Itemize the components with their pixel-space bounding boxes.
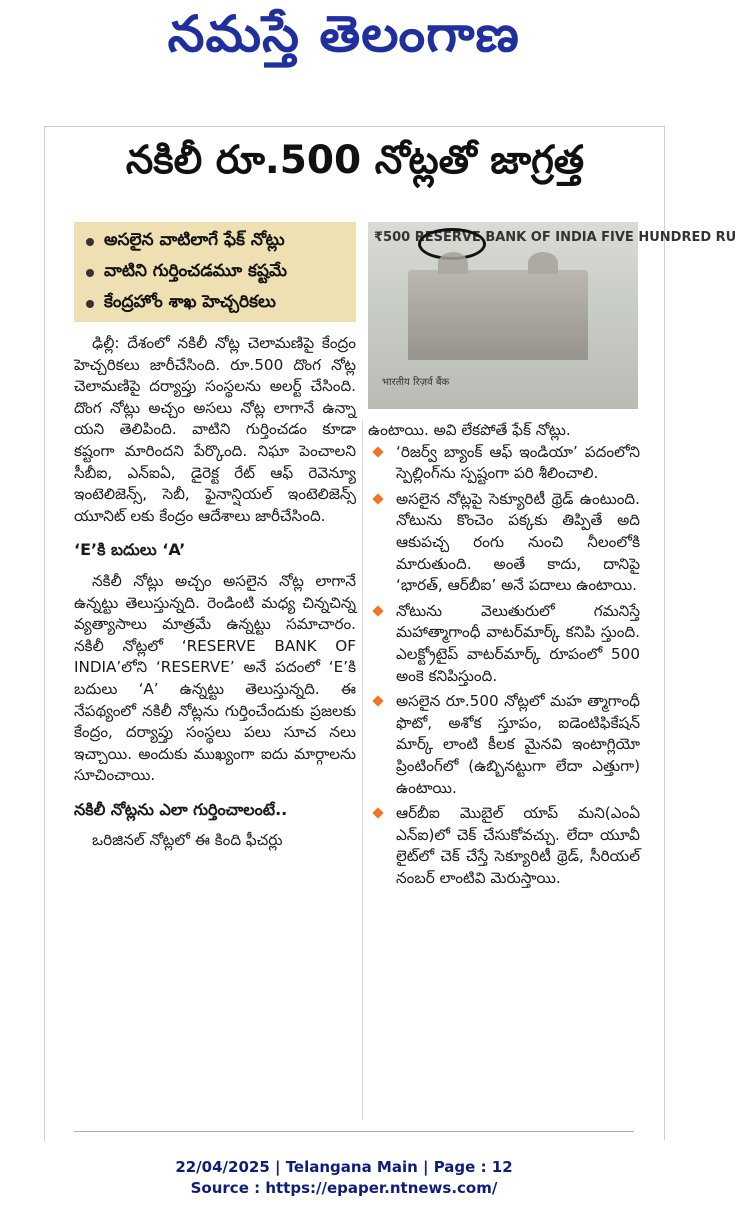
point-text: అసలైన నోట్లపై సెక్యూరిటీ థ్రెడ్ ఉంటుంది. నోటును కొంచెం పక్కకు తిప్పితే అది ఆకుపచ్చ రంగు నుంచి నీలంలోకి మారుతుంది. అంతే కాదు, దానిపై ‘భారత్, ఆర్‌బీఐ’ అనే పదాలు ఉంటాయి. xyxy=(396,489,640,595)
diamond-bullet-icon xyxy=(372,695,383,706)
subheading: ‘E’కి బదులు ‘A’ xyxy=(74,540,186,560)
footer xyxy=(0,1157,688,1199)
subheading: నకిలీ నోట్లను ఎలా గుర్తించాలంటే.. xyxy=(74,799,288,819)
list-item xyxy=(368,803,640,889)
body-paragraph: నకిలీ నోట్లు అచ్చం అసలైన నోట్ల లాగానే ఉన్నట్టు తెలుస్తున్నది. రెండింటి మధ్య చిన్నచిన్న వ్యత్యాసాలు మాత్రమే ఉన్నట్టు సమాచారం. నకిలీ నోట్లలో ‘RESERVE BANK OF INDIA’లోని ‘RESERVE’ అనే పదంలో ‘E’కి బదులు ‘A’ ఉన్నట్టు తెలుస్తున్నది. ఈ నేపథ్యంలో నకిలీ నోట్లను గుర్తించేందుకు ప్రజలకు కేంద్రం, దర్యాప్తు సంస్థలు పలు సూచ నలు ఇచ్చాయి. అందుకు ముఖ్యంగా ఐదు మార్గాలను సూచించాయి. xyxy=(74,571,356,785)
highlight-item xyxy=(74,288,356,319)
list-item xyxy=(368,489,640,597)
highlight-text: అసలైన వాటిలాగే ఫేక్ నోట్లు xyxy=(104,229,285,250)
article-headline: నకిలీ రూ.500 నోట్లతో జాగ్రత్త xyxy=(125,138,585,183)
note-bottom-label: भारतीय रिज़र्व बैंक xyxy=(382,377,450,388)
list-item xyxy=(368,601,640,687)
highlights-box xyxy=(74,222,356,322)
highlight-item xyxy=(74,257,356,288)
point-text: నోటును వెలుతురులో గమనిస్తే మహాత్మాగాంధీ వాటర్‌మార్క్ కనిపి స్తుంది. ఎలక్ట్రోటైప్ వాటర్‌మార్క్ రూపంలో 500 అంకె కనిపిస్తుంది. xyxy=(396,601,640,685)
masthead xyxy=(0,0,688,80)
note-label: ₹500 RESERVE BANK OF INDIA FIVE HUNDRED RU xyxy=(374,230,736,245)
list-item xyxy=(368,442,640,485)
point-text: ఆర్‌బీఐ మొబైల్ యాప్ మని(ఎంఏ ఎన్ఐ)లో చెక్ చేసుకోవచ్చు. లేదా యూవీ లైట్‌లో చెక్ చేస్తే సెక్యూరిటీ థ్రెడ్, సీరియల్ నంబర్ లాంటివి మెరుస్తాయి. xyxy=(396,804,640,887)
column-divider xyxy=(362,420,363,1120)
red-fort-image xyxy=(408,270,588,360)
body-paragraph: ఒరిజినల్ నోట్లలో ఈ కింది ఫీచర్లు xyxy=(92,831,283,850)
footer-source: Source : https://epaper.ntnews.com/ xyxy=(190,1179,498,1197)
left-column xyxy=(74,333,356,852)
diamond-bullet-icon xyxy=(372,493,383,504)
diamond-bullet-icon xyxy=(372,446,383,457)
bullet-icon xyxy=(86,300,94,308)
clipping-bottom-rule xyxy=(74,1131,634,1132)
bullet-icon xyxy=(86,238,94,246)
point-text: ‘రిజర్వ్ బ్యాంక్ ఆఫ్ ఇండియా’ పదంలోని స్పెల్లింగ్‌ను స్పష్టంగా పరి శీలించాలి. xyxy=(396,442,640,483)
bullet-icon xyxy=(86,269,94,277)
footer-date-page: 22/04/2025 | Telangana Main | Page : 12 xyxy=(175,1158,513,1176)
highlight-text: వాటిని గుర్తించడమూ కష్టమే xyxy=(104,260,288,281)
point-text: అసలైన రూ.500 నోట్లలో మహ త్మాగాంధీ ఫొటో, అశోక స్తూపం, ఐడెంటిఫికేషన్ మార్క్ లాంటి కీలక మైనవి ఇంటాగ్లియో ప్రింటింగ్‌లో (ఉబ్బినట్టుగా లేదా ఎత్తుగా) ఉంటాయి. xyxy=(396,692,640,797)
body-paragraph: ఉంటాయి. అవి లేకపోతే ఫేక్ నోట్లు. xyxy=(368,421,571,439)
right-column xyxy=(368,420,640,893)
currency-note-photo xyxy=(368,222,736,409)
highlight-text: కేంద్రహోం శాఖ హెచ్చరికలు xyxy=(104,291,276,312)
newspaper-logo: నమస్తే తెలంగాణ xyxy=(167,4,521,63)
diamond-bullet-icon xyxy=(372,807,383,818)
clipping-edge xyxy=(664,126,665,1140)
diamond-bullet-icon xyxy=(372,605,383,616)
list-item xyxy=(368,691,640,799)
body-paragraph: ఢిల్లీ: దేశంలో నకిలీ నోట్ల చెలామణిపై కేంద్రం హెచ్చరికలు జారీచేసింది. రూ.500 దొంగ నోట్ల చెలామణిపై దర్యాప్తు సంస్థలను అలర్ట్ చేసింది. దొంగ నోట్లు అచ్చం అసలు నోట్ల లాగానే ఉన్నా యని తెలిపింది. వాటిని గుర్తించడం కూడా కష్టంగా మారిందని పేర్కొంది. నిఘా పెంచాలని సీబీఐ, ఎన్ఐఏ, డైరెక్ట రేట్ ఆఫ్ రెవెన్యూ ఇంటెలిజెన్స్, సెబీ, ఫైనాన్షియల్ ఇంటెలిజెన్స్ యూనిట్ లకు కేంద్రం ఆదేశాలు జారీచేసింది. xyxy=(74,334,356,525)
highlight-item xyxy=(74,226,356,257)
